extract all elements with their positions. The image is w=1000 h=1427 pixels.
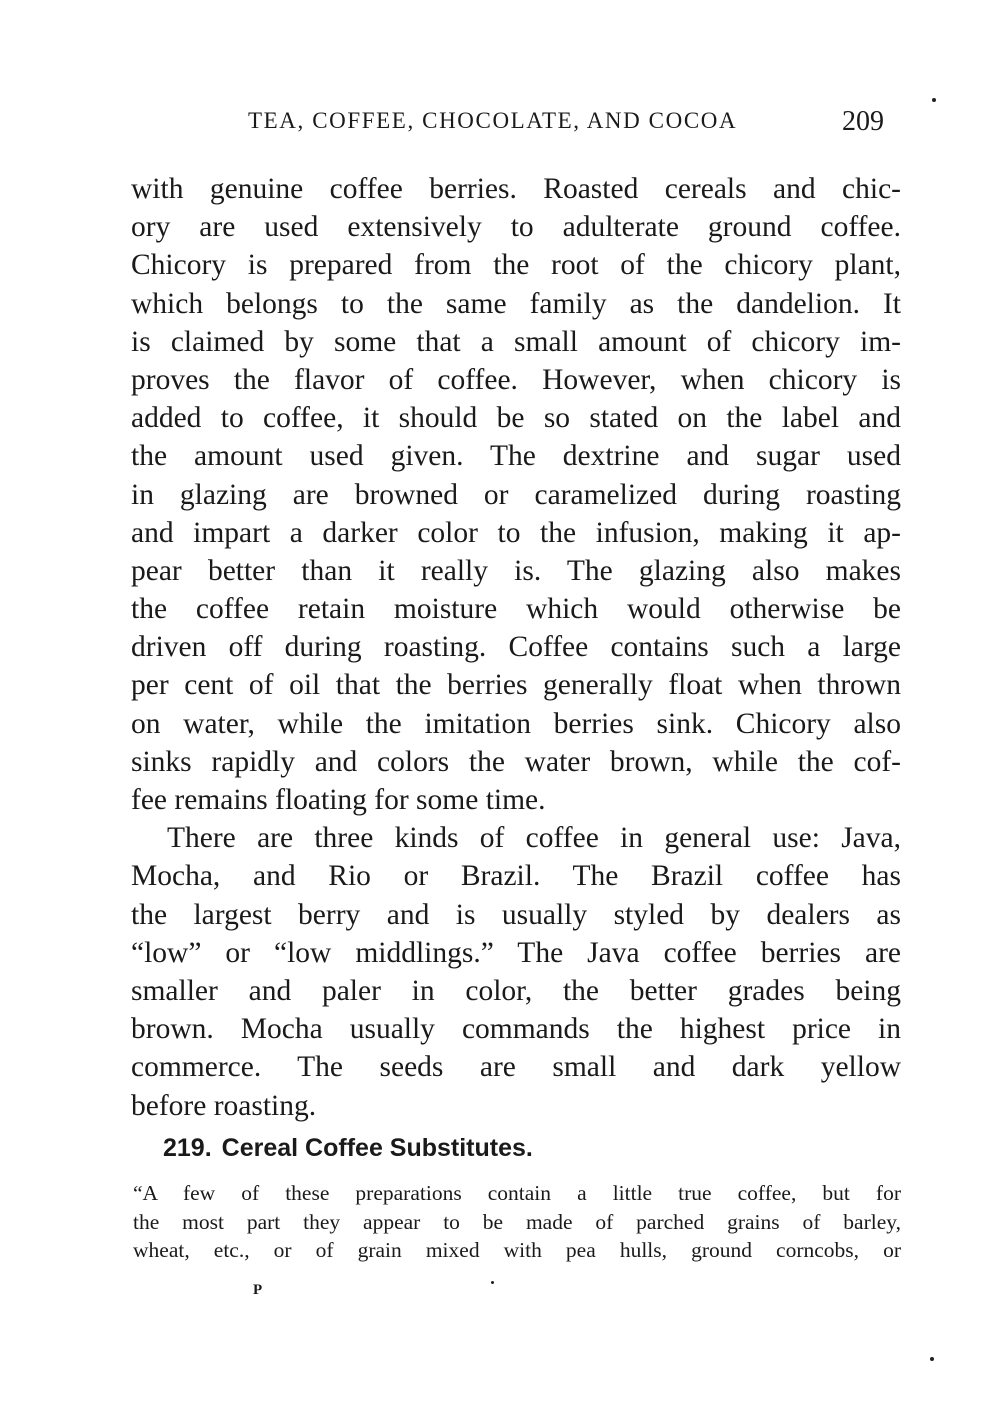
text-line: is claimed by some that a small amount of chicory im- bbox=[131, 325, 901, 358]
text-line: brown. Mocha usually commands the highest price in bbox=[131, 1013, 901, 1046]
text-line: fee remains floating for some time. bbox=[131, 784, 546, 816]
text-line: There are three kinds of coffee in general use: Java, bbox=[167, 822, 901, 855]
text-line: per cent of oil that the berries generally float when thrown bbox=[131, 669, 901, 702]
signature-mark: P bbox=[253, 1282, 263, 1298]
text-line: the largest berry and is usually styled by dealers as bbox=[131, 898, 901, 931]
paragraph-1 bbox=[131, 170, 901, 819]
quote-line: the most part they appear to be made of parched grains of barley, bbox=[133, 1209, 901, 1234]
section-title: Cereal Coffee Substitutes. bbox=[221, 1134, 533, 1162]
page-number: 209 bbox=[842, 106, 884, 137]
paragraph-2 bbox=[131, 819, 901, 1125]
text-line: and impart a darker color to the infusion, making it ap- bbox=[131, 516, 901, 549]
print-speck bbox=[491, 1281, 494, 1284]
text-line: driven off during roasting. Coffee contains such a large bbox=[131, 631, 901, 664]
section-number: 219. bbox=[163, 1134, 212, 1162]
text-line: ory are used extensively to adulterate ground coffee. bbox=[131, 211, 901, 244]
text-line: in glazing are browned or caramelized during roasting bbox=[131, 478, 901, 511]
quote-line: “A few of these preparations contain a little true coffee, but for bbox=[133, 1181, 901, 1205]
text-line: which belongs to the same family as the dandelion. It bbox=[131, 287, 901, 320]
running-head: TEA, COFFEE, CHOCOLATE, AND COCOA bbox=[248, 108, 738, 133]
text-line: Chicory is prepared from the root of the chicory plant, bbox=[131, 249, 901, 282]
text-line: Mocha, and Rio or Brazil. The Brazil coffee has bbox=[131, 860, 901, 893]
text-line: before roasting. bbox=[131, 1089, 317, 1122]
text-line: proves the flavor of coffee. However, when chicory is bbox=[131, 363, 901, 396]
text-line: “low” or “low middlings.” The Java coffee berries are bbox=[131, 936, 901, 969]
print-speck bbox=[932, 98, 936, 102]
print-speck bbox=[930, 1357, 934, 1361]
text-line: commerce. The seeds are small and dark yellow bbox=[131, 1051, 901, 1084]
page-header bbox=[0, 108, 1000, 140]
text-line: added to coffee, it should be so stated on the label and bbox=[131, 402, 901, 435]
body-text bbox=[131, 170, 901, 1125]
text-line: pear better than it really is. The glazing also makes bbox=[131, 554, 901, 587]
text-line: sinks rapidly and colors the water brown, while the cof- bbox=[131, 745, 901, 778]
text-line: the coffee retain moisture which would otherwise be bbox=[131, 593, 901, 626]
text-line: with genuine coffee berries. Roasted cereals and chic- bbox=[131, 173, 901, 205]
section-heading bbox=[163, 1134, 533, 1163]
quote-line: wheat, etc., or of grain mixed with pea hulls, ground corncobs, or bbox=[133, 1238, 901, 1262]
quoted-passage bbox=[133, 1179, 901, 1265]
text-line: on water, while the imitation berries sink. Chicory also bbox=[131, 707, 901, 740]
text-line: smaller and paler in color, the better grades being bbox=[131, 974, 901, 1007]
text-line: the amount used given. The dextrine and sugar used bbox=[131, 440, 901, 473]
